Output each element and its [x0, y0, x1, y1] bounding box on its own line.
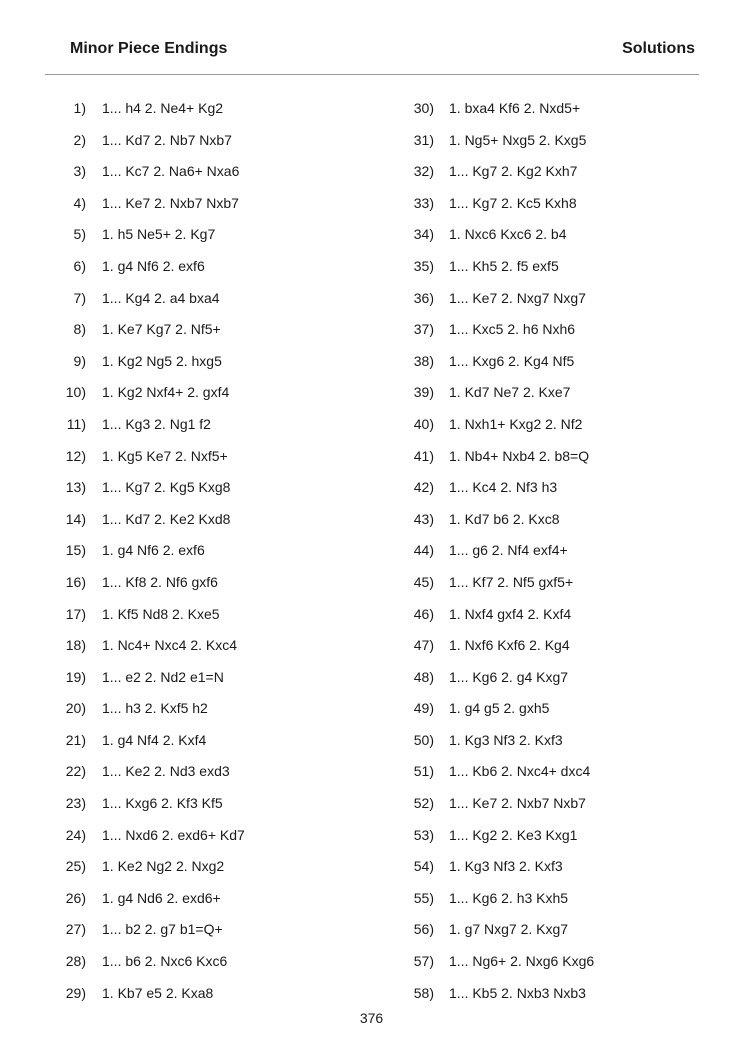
- solution-row: [386, 128, 716, 160]
- solution-row: [0, 886, 330, 918]
- solution-row: [386, 917, 716, 949]
- solution-row: [0, 475, 330, 507]
- solution-row: [0, 317, 330, 349]
- solution-row: [0, 854, 330, 886]
- solution-row: [0, 633, 330, 665]
- solution-row: [0, 159, 330, 191]
- solution-moves: 1. Nxf4 gxf4 2. Kxf4: [449, 605, 572, 622]
- solution-moves: 1. g4 g5 2. gxh5: [449, 700, 550, 717]
- solution-number: 18): [65, 637, 86, 654]
- solution-number: 47): [413, 637, 434, 654]
- solution-row: [0, 981, 330, 1013]
- solution-moves: 1... Ke7 2. Nxb7 Nxb7: [102, 194, 239, 211]
- solutions-left-column: [0, 96, 330, 1012]
- solution-number: 31): [413, 131, 434, 148]
- solution-moves: 1... Kc4 2. Nf3 h3: [449, 479, 558, 496]
- solution-number: 15): [65, 542, 86, 559]
- solution-moves: 1... Kd7 2. Nb7 Nxb7: [102, 131, 232, 148]
- solution-number: 30): [413, 100, 434, 116]
- solution-moves: 1. Nxf6 Kxf6 2. Kg4: [449, 637, 570, 654]
- solution-row: [386, 507, 716, 539]
- solution-row: [386, 444, 716, 476]
- solution-row: [386, 538, 716, 570]
- solution-moves: 1... Kb6 2. Nxc4+ dxc4: [449, 763, 591, 780]
- solution-number: 1): [73, 100, 86, 116]
- solution-row: [386, 759, 716, 791]
- solution-number: 8): [73, 321, 86, 338]
- solution-moves: 1... h3 2. Kxf5 h2: [102, 700, 208, 717]
- solution-moves: 1. Kd7 b6 2. Kxc8: [449, 510, 560, 527]
- solution-number: 6): [73, 257, 86, 274]
- solution-number: 26): [65, 889, 86, 906]
- solutions-right-column: [386, 96, 716, 1012]
- solution-number: 41): [413, 447, 434, 464]
- solution-moves: 1... Ke2 2. Nd3 exd3: [102, 763, 230, 780]
- header-divider: [45, 74, 699, 75]
- solution-moves: 1... Kd7 2. Ke2 Kxd8: [102, 510, 231, 527]
- solution-number: 45): [413, 573, 434, 590]
- solution-number: 12): [65, 447, 86, 464]
- solution-number: 16): [65, 573, 86, 590]
- solution-moves: 1... b6 2. Nxc6 Kxc6: [102, 953, 228, 970]
- solution-moves: 1. g4 Nf4 2. Kxf4: [102, 731, 207, 748]
- solution-number: 53): [413, 826, 434, 843]
- solution-row: [386, 254, 716, 286]
- solution-number: 11): [66, 415, 86, 432]
- solution-moves: 1. Nb4+ Nxb4 2. b8=Q: [449, 447, 590, 464]
- solution-moves: 1. Kd7 Ne7 2. Kxe7: [449, 384, 571, 401]
- solution-number: 55): [413, 889, 434, 906]
- solution-moves: 1. Kf5 Nd8 2. Kxe5: [102, 605, 220, 622]
- solution-moves: 1... Ng6+ 2. Nxg6 Kxg6: [449, 953, 595, 970]
- solution-moves: 1. Ke7 Kg7 2. Nf5+: [102, 321, 221, 338]
- solution-row: [0, 602, 330, 634]
- solution-number: 29): [65, 984, 86, 1001]
- solution-row: [386, 159, 716, 191]
- solution-number: 14): [65, 510, 86, 527]
- solution-number: 49): [413, 700, 434, 717]
- section-title: Solutions: [622, 40, 695, 57]
- solution-number: 38): [413, 352, 434, 369]
- solution-number: 9): [73, 352, 86, 369]
- solution-row: [386, 696, 716, 728]
- solution-moves: 1... Kg6 2. g4 Kxg7: [449, 668, 569, 685]
- solution-number: 21): [65, 731, 86, 748]
- solution-number: 42): [413, 479, 434, 496]
- solution-row: [0, 507, 330, 539]
- solution-moves: 1. g7 Nxg7 2. Kxg7: [449, 921, 569, 938]
- solution-number: 25): [65, 858, 86, 875]
- solution-row: [386, 96, 716, 128]
- solution-row: [386, 286, 716, 318]
- solution-number: 51): [413, 763, 434, 780]
- solution-number: 56): [413, 921, 434, 938]
- solution-number: 46): [413, 605, 434, 622]
- solution-moves: 1... Kxg6 2. Kg4 Nf5: [449, 352, 575, 369]
- solution-row: [386, 602, 716, 634]
- solution-moves: 1... Nxd6 2. exd6+ Kd7: [102, 826, 245, 843]
- solution-moves: 1. Ke2 Ng2 2. Nxg2: [102, 858, 225, 875]
- solution-moves: 1... Kxc5 2. h6 Nxh6: [449, 321, 576, 338]
- solution-number: 19): [65, 668, 86, 685]
- solution-moves: 1. Nxh1+ Kxg2 2. Nf2: [449, 415, 583, 432]
- solution-row: [0, 286, 330, 318]
- solution-row: [386, 665, 716, 697]
- solution-moves: 1. Nxc6 Kxc6 2. b4: [449, 226, 567, 243]
- solution-number: 23): [65, 795, 86, 812]
- solution-moves: 1. Kg2 Nxf4+ 2. gxf4: [102, 384, 230, 401]
- solution-moves: 1... g6 2. Nf4 exf4+: [449, 542, 568, 559]
- solution-number: 48): [413, 668, 434, 685]
- solution-moves: 1. Kg3 Nf3 2. Kxf3: [449, 731, 563, 748]
- solution-moves: 1. Nc4+ Nxc4 2. Kxc4: [102, 637, 238, 654]
- solution-moves: 1... Ke7 2. Nxb7 Nxb7: [449, 795, 586, 812]
- solution-moves: 1... Kb5 2. Nxb3 Nxb3: [449, 984, 586, 1001]
- solution-row: [0, 444, 330, 476]
- solution-moves: 1. g4 Nf6 2. exf6: [102, 257, 205, 274]
- solution-number: 33): [413, 194, 434, 211]
- solution-moves: 1... Kg4 2. a4 bxa4: [102, 289, 220, 306]
- solution-number: 43): [413, 510, 434, 527]
- solution-moves: 1. g4 Nd6 2. exd6+: [102, 889, 221, 906]
- solution-row: [0, 222, 330, 254]
- solution-row: [0, 728, 330, 760]
- solution-moves: 1. g4 Nf6 2. exf6: [102, 542, 205, 559]
- solution-number: 5): [73, 226, 86, 243]
- solution-number: 28): [65, 953, 86, 970]
- solution-number: 57): [413, 953, 434, 970]
- solution-number: 40): [413, 415, 434, 432]
- solution-row: [0, 538, 330, 570]
- solution-row: [386, 823, 716, 855]
- solution-number: 4): [73, 194, 86, 211]
- solution-row: [386, 222, 716, 254]
- solution-number: 2): [73, 131, 86, 148]
- solution-moves: 1... Ke7 2. Nxg7 Nxg7: [449, 289, 586, 306]
- page-number: 376: [359, 1010, 384, 1026]
- solution-row: [386, 349, 716, 381]
- solution-number: 37): [413, 321, 434, 338]
- solution-number: 20): [65, 700, 86, 717]
- solution-row: [386, 949, 716, 981]
- solution-row: [386, 317, 716, 349]
- solution-number: 7): [73, 289, 86, 306]
- solution-moves: 1... Kc7 2. Na6+ Nxa6: [102, 163, 240, 180]
- solution-moves: 1... Kg7 2. Kg2 Kxh7: [449, 163, 578, 180]
- solution-row: [0, 349, 330, 381]
- solution-row: [386, 791, 716, 823]
- solution-row: [0, 412, 330, 444]
- solution-row: [386, 981, 716, 1013]
- page-title: Minor Piece Endings: [70, 40, 228, 57]
- solution-moves: 1... Kg6 2. h3 Kxh5: [449, 889, 569, 906]
- solution-number: 58): [413, 984, 434, 1001]
- solution-moves: 1... Kh5 2. f5 exf5: [449, 257, 559, 274]
- solution-number: 13): [65, 479, 86, 496]
- solution-moves: 1. Kb7 e5 2. Kxa8: [102, 984, 214, 1001]
- solution-moves: 1... h4 2. Ne4+ Kg2: [102, 100, 224, 116]
- solution-moves: 1... Kxg6 2. Kf3 Kf5: [102, 795, 223, 812]
- solution-row: [0, 665, 330, 697]
- solution-row: [386, 570, 716, 602]
- solution-number: 10): [65, 384, 86, 401]
- solution-moves: 1... Kg7 2. Kc5 Kxh8: [449, 194, 577, 211]
- solution-moves: 1. Kg5 Ke7 2. Nxf5+: [102, 447, 228, 464]
- solution-row: [0, 791, 330, 823]
- solution-number: 22): [65, 763, 86, 780]
- solution-moves: 1... Kf8 2. Nf6 gxf6: [102, 573, 218, 590]
- solution-row: [0, 380, 330, 412]
- solution-moves: 1... Kg2 2. Ke3 Kxg1: [449, 826, 578, 843]
- solution-row: [386, 191, 716, 223]
- solution-number: 50): [413, 731, 434, 748]
- solution-row: [0, 254, 330, 286]
- solution-row: [386, 475, 716, 507]
- solution-number: 32): [413, 163, 434, 180]
- solution-moves: 1... Kf7 2. Nf5 gxf5+: [449, 573, 574, 590]
- solution-number: 44): [413, 542, 434, 559]
- solution-row: [386, 633, 716, 665]
- solution-number: 36): [413, 289, 434, 306]
- solution-number: 39): [413, 384, 434, 401]
- solution-moves: 1. Kg3 Nf3 2. Kxf3: [449, 858, 563, 875]
- solution-moves: 1... b2 2. g7 b1=Q+: [102, 921, 223, 938]
- solution-row: [0, 696, 330, 728]
- solution-row: [0, 949, 330, 981]
- solution-moves: 1. Kg2 Ng5 2. hxg5: [102, 352, 222, 369]
- solution-row: [0, 191, 330, 223]
- solution-moves: 1... Kg3 2. Ng1 f2: [102, 415, 211, 432]
- solution-number: 3): [73, 163, 86, 180]
- solution-row: [386, 886, 716, 918]
- solution-row: [386, 854, 716, 886]
- solution-moves: 1. Ng5+ Nxg5 2. Kxg5: [449, 131, 587, 148]
- solution-row: [0, 823, 330, 855]
- solution-row: [0, 96, 330, 128]
- solution-moves: 1. bxa4 Kf6 2. Nxd5+: [449, 100, 581, 116]
- solution-moves: 1... e2 2. Nd2 e1=N: [102, 668, 224, 685]
- solution-row: [386, 380, 716, 412]
- solution-row: [386, 728, 716, 760]
- solution-row: [0, 759, 330, 791]
- solution-number: 34): [413, 226, 434, 243]
- solution-number: 54): [413, 858, 434, 875]
- solution-number: 17): [65, 605, 86, 622]
- solution-number: 24): [65, 826, 86, 843]
- solution-row: [386, 412, 716, 444]
- solution-number: 35): [413, 257, 434, 274]
- solution-row: [0, 917, 330, 949]
- solution-row: [0, 570, 330, 602]
- solution-row: [0, 128, 330, 160]
- solution-moves: 1. h5 Ne5+ 2. Kg7: [102, 226, 216, 243]
- solution-number: 52): [413, 795, 434, 812]
- solution-number: 27): [65, 921, 86, 938]
- solution-moves: 1... Kg7 2. Kg5 Kxg8: [102, 479, 231, 496]
